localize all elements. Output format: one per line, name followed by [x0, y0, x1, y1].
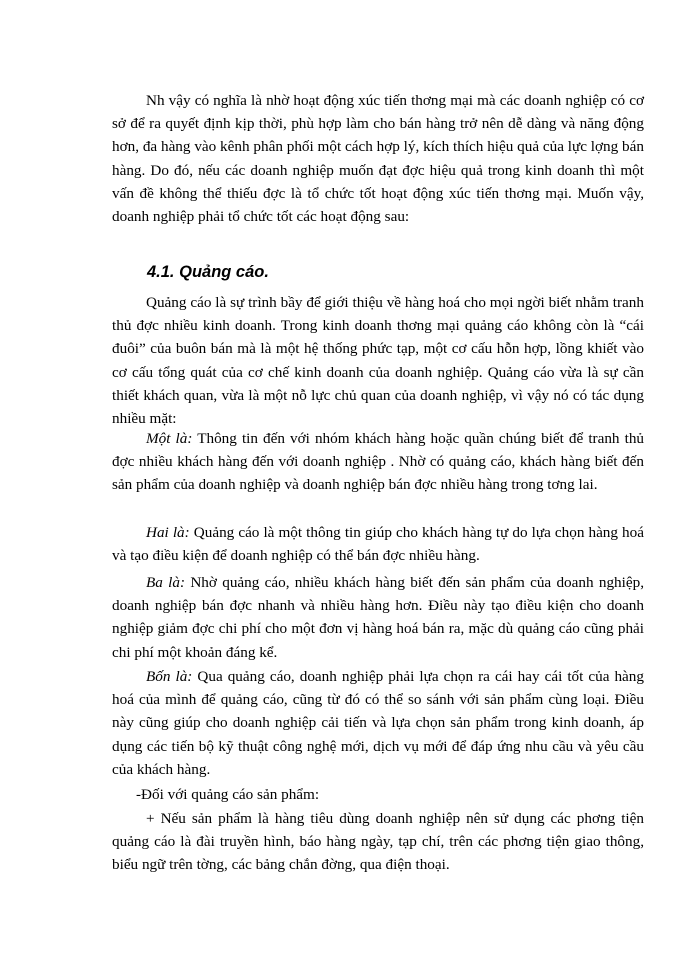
point-one-paragraph — [112, 427, 644, 497]
point-one-text: Thông tin đến với nhóm khách hàng hoặc quần chúng biết để tranh thủ đợc nhiều khách hàng đến với doanh nghiệp . Nhờ có quảng cáo, khách hàng biết đến sản phẩm của doanh nghiệp và doanh nghiệp bán đợc nhiều hàng trong tơng lai. — [112, 430, 645, 494]
point-one-lead: Một là: — [146, 430, 193, 447]
advertising-definition-paragraph: Quảng cáo là sự trình bầy để giới thiệu về hàng hoá cho mọi ngời biết nhằm tranh thủ đợc nhiều kinh doanh. Trong kinh doanh thơng mại quảng cáo không còn là “cái đuôi” của buôn bán mà là một hệ thống phức tạp, một cơ cấu hỗn hợp, lồng khiết vào cơ cấu tổng quát của cơ chế kinh doanh của doanh nghiệp. Quảng cáo vừa là sự cần thiết khách quan, vừa là một nỗ lực chủ quan của doanh nghiệp, vì vậy nó có tác dụng nhiều mặt: — [112, 294, 644, 428]
product-advertising-subheading: -Đối với quảng cáo sản phẩm: — [136, 786, 320, 803]
point-four-text: Qua quảng cáo, doanh nghiệp phải lựa chọn ra cái hay cái tốt của hàng hoá của mình để quảng cáo, cũng từ đó có thể so sánh với sản phẩm cùng loại. Điều này cũng giúp cho doanh nghiệp cải tiến và lựa chọn sản phẩm trong kinh doanh, áp dụng các tiến bộ kỹ thuật công nghệ mới, dịch vụ mới để đáp ứng nhu cầu và yêu cầu của khách hàng. — [112, 668, 644, 778]
point-three-text: Nhờ quảng cáo, nhiều khách hàng biết đến sản phẩm của doanh nghiệp, doanh nghiệp bán đợc nhanh và nhiều hàng hơn. Điều này tạo điều kiện cho doanh nghiệp giảm đợc chi phí cho một đơn vị hàng hoá bán ra, mặc dù quảng cáo cũng phải chi phí một khoản đáng kể. — [112, 574, 644, 661]
point-three-lead: Ba là: — [146, 574, 186, 591]
point-four-lead: Bốn là: — [146, 668, 193, 685]
point-four-paragraph — [112, 665, 644, 781]
section-heading: 4.1. Quảng cáo. — [147, 263, 269, 281]
consumer-goods-paragraph: + Nếu sản phẩm là hàng tiêu dùng doanh nghiệp nên sử dụng các phơng tiện quảng cáo là đài truyền hình, báo hàng ngày, tạp chí, trên các phơng tiện giao thông, biểu ngữ trên tờng, các bảng chắn đờng, qua điện thoại. — [112, 810, 644, 874]
point-two-paragraph — [112, 521, 644, 567]
point-two-lead: Hai là: — [146, 524, 190, 541]
point-two-text: Quảng cáo là một thông tin giúp cho khách hàng tự do lựa chọn hàng hoá và tạo điều kiện để doanh nghiệp có thể bán đợc nhiều hàng. — [112, 524, 644, 565]
intro-paragraph: Nh vậy có nghĩa là nhờ hoạt động xúc tiến thơng mại mà các doanh nghiệp có cơ sở để ra quyết định kịp thời, phù hợp làm cho bán hàng trở nên dễ dàng và năng động hơn, đa hàng vào kênh phân phối một cách hợp lý, kích thích hiệu quả của lực lợng bán hàng. Do đó, nếu các doanh nghiệp muốn đạt đợc hiệu quả trong kinh doanh thì một vấn đề không thể thiếu đợc là tổ chức tốt hoạt động xúc tiến thơng mại. Muốn vậy, doanh nghiệp phải tổ chức tốt các hoạt động sau: — [112, 92, 644, 226]
point-three-paragraph — [112, 571, 644, 664]
